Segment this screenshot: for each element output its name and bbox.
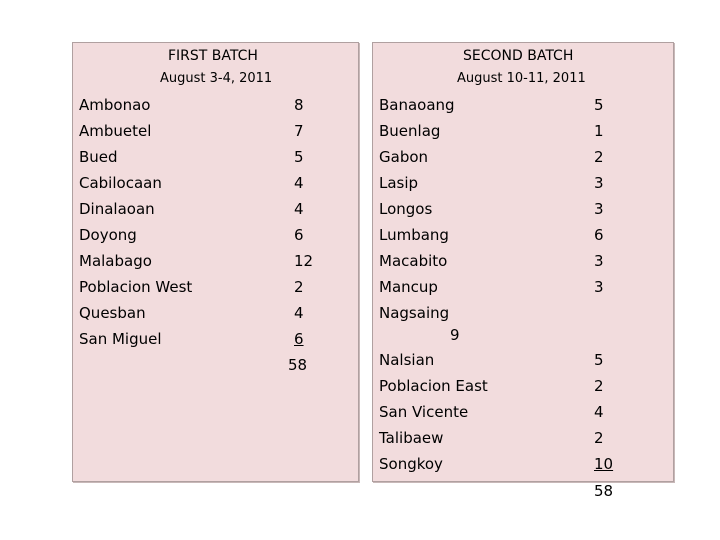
second-batch-name: Mancup bbox=[379, 278, 438, 296]
second-batch-name: Talibaew bbox=[379, 429, 444, 447]
first-batch-name: Ambonao bbox=[79, 96, 151, 114]
second-batch-count: 3 bbox=[594, 200, 604, 218]
first-batch-name: Doyong bbox=[79, 226, 137, 244]
second-batch-name: Lasip bbox=[379, 174, 419, 192]
first-batch-count: 4 bbox=[294, 174, 304, 192]
second-batch-name: San Vicente bbox=[379, 403, 469, 421]
first-batch-name: Dinalaoan bbox=[79, 200, 155, 218]
second-batch-count: 10 bbox=[594, 455, 614, 473]
second-batch-name: Songkoy bbox=[379, 455, 443, 473]
second-batch-name: Buenlag bbox=[379, 122, 441, 140]
first-batch-name: San Miguel bbox=[79, 330, 162, 348]
first-batch-title: FIRST BATCH bbox=[168, 48, 258, 64]
first-batch-count: 8 bbox=[294, 96, 304, 114]
second-batch-name: Macabito bbox=[379, 252, 448, 270]
first-batch-count: 2 bbox=[294, 278, 304, 296]
second-batch-title: SECOND BATCH bbox=[463, 48, 574, 64]
second-batch-count: 3 bbox=[594, 252, 604, 270]
first-batch-name: Poblacion West bbox=[79, 278, 193, 296]
second-batch-date: August 10-11, 2011 bbox=[457, 71, 586, 86]
second-batch-count: 2 bbox=[594, 377, 604, 395]
first-batch-count: 6 bbox=[294, 330, 304, 348]
first-batch-date: August 3-4, 2011 bbox=[160, 71, 273, 86]
second-batch-count: 1 bbox=[594, 122, 604, 140]
second-batch-count: 2 bbox=[594, 429, 604, 447]
second-batch-count: 5 bbox=[594, 351, 604, 369]
first-batch-name: Malabago bbox=[79, 252, 152, 270]
second-batch-total: 58 bbox=[594, 482, 614, 500]
second-batch-name: Banaoang bbox=[379, 96, 455, 114]
first-batch-count: 7 bbox=[294, 122, 304, 140]
first-batch-count: 6 bbox=[294, 226, 304, 244]
first-batch-count: 4 bbox=[294, 304, 304, 322]
second-batch-count: 3 bbox=[594, 174, 604, 192]
first-batch-count: 12 bbox=[294, 252, 314, 270]
second-batch-name: Lumbang bbox=[379, 226, 449, 244]
first-batch-name: Bued bbox=[79, 148, 118, 166]
first-batch-total: 58 bbox=[288, 356, 308, 374]
first-batch-name: Ambuetel bbox=[79, 122, 152, 140]
first-batch-count: 5 bbox=[294, 148, 304, 166]
second-batch-count: 3 bbox=[594, 278, 604, 296]
first-batch-name: Cabilocaan bbox=[79, 174, 162, 192]
second-batch-count: 6 bbox=[594, 226, 604, 244]
second-batch-count: 4 bbox=[594, 403, 604, 421]
second-batch-name: Nalsian bbox=[379, 351, 435, 369]
second-batch-count: 5 bbox=[594, 96, 604, 114]
second-batch-name: Poblacion East bbox=[379, 377, 488, 395]
second-batch-count: 9 bbox=[450, 326, 460, 344]
first-batch-name: Quesban bbox=[79, 304, 146, 322]
second-batch-name: Nagsaing bbox=[379, 304, 450, 322]
second-batch-name: Gabon bbox=[379, 148, 429, 166]
second-batch-count: 2 bbox=[594, 148, 604, 166]
second-batch-name: Longos bbox=[379, 200, 433, 218]
first-batch-count: 4 bbox=[294, 200, 304, 218]
